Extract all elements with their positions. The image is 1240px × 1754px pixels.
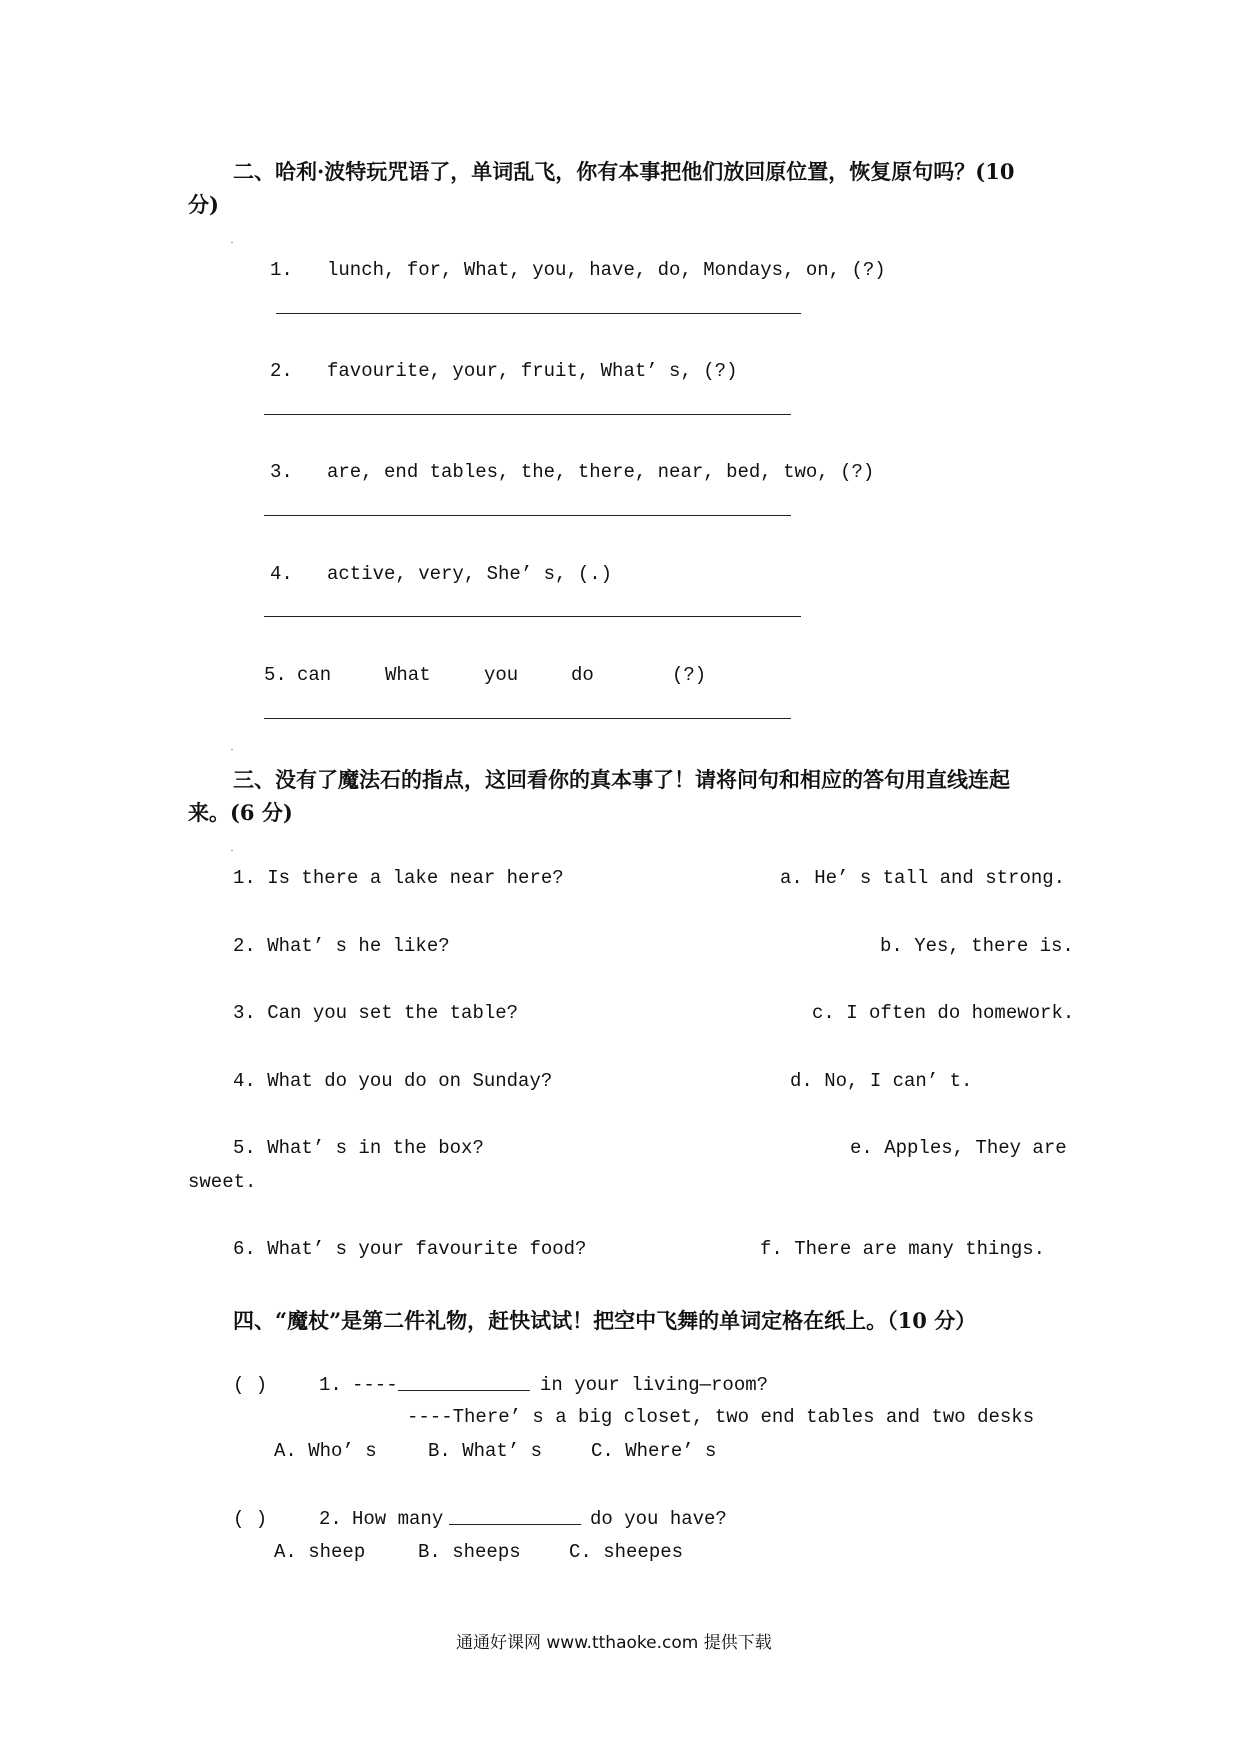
s3-answer-a: a. He’ s tall and strong.: [780, 867, 1066, 889]
s4-q2-option-b[interactable]: B. sheeps: [418, 1541, 521, 1563]
answer-line-4: [264, 616, 801, 617]
s2-item-5-word-4: do: [571, 664, 594, 686]
section2-heading-line1: 二、哈利·波特玩咒语了，单词乱飞，你有本事把他们放回原位置，恢复原句吗？(10: [233, 159, 1015, 184]
footer-source: 通通好课网 www.tthaoke.com 提供下载: [456, 1633, 772, 1653]
s4-q2-option-a[interactable]: A. sheep: [274, 1541, 366, 1563]
s2-item-1-num: 1.: [270, 259, 293, 281]
s2-item-5-word-3: you: [484, 664, 519, 686]
s3-answer-e: e. Apples, They are: [850, 1137, 1067, 1159]
s4-q1-num: 1.: [319, 1374, 342, 1396]
section4-heading: 四、“魔杖”是第二件礼物，赶快试试！把空中飞舞的单词定格在纸上。（10 分）: [233, 1308, 977, 1333]
s3-answer-f: f. There are many things.: [760, 1238, 1046, 1260]
s2-item-3-text: are, end tables, the, there, near, bed, two, (?): [327, 461, 875, 483]
s4-q2-paren: ( ): [233, 1508, 268, 1530]
s3-question-2: 2. What’ s he like?: [233, 935, 450, 957]
s4-q2-blank[interactable]: [449, 1506, 581, 1529]
section2-heading-line2: 分): [188, 192, 219, 217]
s3-answer-e-wrap: sweet.: [188, 1171, 257, 1193]
s3-question-6: 6. What’ s your favourite food?: [233, 1238, 587, 1260]
s2-item-5-word-2: What: [385, 664, 431, 686]
scan-dot: [231, 850, 233, 851]
s4-q1-paren: ( ): [233, 1374, 268, 1396]
s2-item-1-text: lunch, for, What, you, have, do, Mondays, on, (?): [327, 259, 886, 281]
s3-question-3: 3. Can you set the table?: [233, 1002, 519, 1024]
s4-q1-prefix: ----: [352, 1374, 398, 1396]
scan-dot: [231, 749, 233, 750]
s3-question-1: 1. Is there a lake near here?: [233, 867, 564, 889]
s2-item-2-num: 2.: [270, 360, 293, 382]
s4-q1-blank[interactable]: [398, 1372, 530, 1395]
s4-q1-option-c[interactable]: C. Where’ s: [591, 1440, 717, 1462]
answer-line-5: [264, 718, 791, 719]
s4-q1-option-b[interactable]: B. What’ s: [428, 1440, 543, 1462]
answer-line-3: [264, 515, 791, 516]
s2-item-5-word-5: (?): [672, 664, 707, 686]
s3-answer-d: d. No, I can’ t.: [790, 1070, 973, 1092]
s2-item-4-num: 4.: [270, 563, 293, 585]
s4-q2-num: 2.: [319, 1508, 342, 1530]
answer-line-2: [264, 414, 791, 415]
section3-heading-line2: 来。(6 分): [188, 800, 293, 825]
s4-q1-response: ----There’ s a big closet, two end tables and two desks: [407, 1406, 1035, 1428]
s3-question-4: 4. What do you do on Sunday?: [233, 1070, 553, 1092]
s4-q2-option-c[interactable]: C. sheepes: [569, 1541, 684, 1563]
s4-q2-prefix: How many: [352, 1508, 444, 1530]
s2-item-2-text: favourite, your, fruit, What’ s, (?): [327, 360, 738, 382]
s4-q1-suffix: in your living—room?: [540, 1374, 769, 1396]
s3-answer-b: b. Yes, there is.: [880, 935, 1074, 957]
s2-item-5-num: 5.: [264, 664, 287, 686]
s4-q2-suffix: do you have?: [590, 1508, 727, 1530]
answer-line-1: [276, 313, 801, 314]
s4-q1-option-a[interactable]: A. Who’ s: [274, 1440, 377, 1462]
s2-item-3-num: 3.: [270, 461, 293, 483]
section3-heading-line1: 三、没有了魔法石的指点，这回看你的真本事了！请将问句和相应的答句用直线连起: [233, 767, 1010, 792]
s2-item-5-word-1: can: [297, 664, 332, 686]
scan-dot: [231, 242, 233, 243]
s2-item-4-text: active, very, She’ s, (.): [327, 563, 613, 585]
s3-answer-c: c. I often do homework.: [812, 1002, 1075, 1024]
s3-question-5: 5. What’ s in the box?: [233, 1137, 484, 1159]
